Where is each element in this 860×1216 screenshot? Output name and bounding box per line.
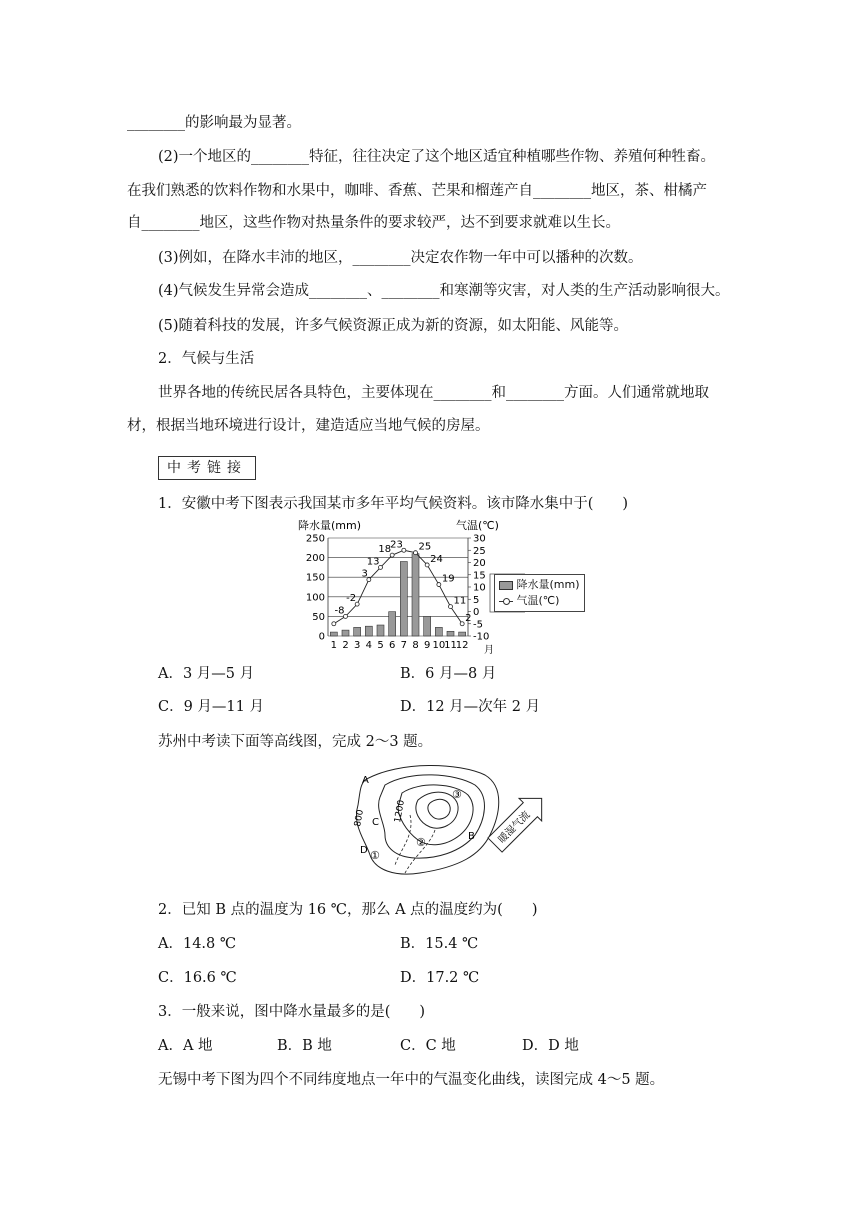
- precip-bar: [424, 616, 431, 636]
- x-tick-label: 7: [400, 640, 408, 651]
- precip-bar: [459, 632, 466, 636]
- option-c: C．16.6 ℃: [158, 970, 237, 986]
- temperature-data-label: 19: [441, 573, 455, 585]
- precip-bar: [447, 631, 454, 636]
- temperature-data-label: 13: [366, 556, 380, 568]
- right-tick-label: 30: [473, 533, 486, 545]
- legend-item-temp: [499, 593, 580, 609]
- option-d: D．17.2 ℃: [400, 970, 480, 986]
- x-axis-unit: 月: [484, 645, 494, 656]
- intro-2-3: 苏州中考读下面等高线图，完成 2～3 题。: [158, 734, 433, 750]
- option-c: C．C 地: [400, 1038, 456, 1054]
- legend-label: 气温(℃): [516, 594, 560, 607]
- label-circled-2: ②: [416, 836, 426, 849]
- x-tick-label: 2: [342, 640, 349, 651]
- label-A: A: [362, 775, 369, 786]
- temperature-point: [425, 563, 429, 567]
- right-axis-title: 气温(℃): [456, 519, 499, 532]
- label-1200: 1200: [393, 799, 407, 824]
- option-b: B．B 地: [277, 1038, 332, 1054]
- option-d: D．D 地: [522, 1038, 579, 1054]
- para-line: (5)随着科技的发展，许多气候资源正成为新的资源，如太阳能、风能等。: [158, 318, 629, 334]
- right-tick-label: 5: [473, 594, 480, 606]
- legend-line-swatch: [499, 601, 513, 602]
- option-c: C．9 月—11 月: [158, 699, 264, 715]
- temperature-line: [334, 550, 462, 624]
- precip-bar: [377, 625, 384, 636]
- x-tick-label: 3: [353, 640, 361, 651]
- right-tick-label: 20: [473, 558, 486, 569]
- temperature-point: [437, 583, 441, 587]
- chart-legend: [494, 574, 585, 612]
- airflow-arrow: [484, 787, 550, 856]
- x-tick-label: 12: [455, 640, 469, 651]
- temperature-point: [449, 605, 453, 609]
- option-b: B．6 月—8 月: [400, 666, 497, 682]
- label-D: D: [360, 845, 368, 856]
- intro-4-5: 无锡中考下图为四个不同纬度地点一年中的气温变化曲线，读图完成 4～5 题。: [158, 1072, 665, 1088]
- question-3: 3．一般来说，图中降水量最多的是( ): [158, 1004, 426, 1020]
- para-line: (2)一个地区的________特征，往往决定了这个地区适宜种植哪些作物、养殖何种牲畜。: [158, 149, 716, 165]
- airflow-label: 暖湿气流: [496, 809, 533, 846]
- temperature-point: [460, 622, 464, 626]
- left-tick-label: 200: [305, 553, 325, 565]
- para-line: 材，根据当地环境进行设计，建造适应当地气候的房屋。: [127, 418, 490, 434]
- option-a: A．3 月—5 月: [158, 666, 255, 682]
- label-800: 800: [353, 808, 366, 828]
- temperature-data-label: -2: [346, 593, 357, 605]
- option-a: A．A 地: [158, 1038, 213, 1054]
- para-line: 在我们熟悉的饮料作物和水果中，咖啡、香蕉、芒果和榴莲产自________地区，茶、柑橘产: [127, 183, 707, 199]
- temperature-data-label: 2: [465, 612, 472, 624]
- temperature-data-label: -8: [334, 605, 345, 617]
- option-d: D．12 月—次年 2 月: [400, 699, 541, 715]
- x-tick-label: 10: [432, 640, 446, 651]
- precip-bar: [435, 627, 442, 636]
- legend-label: 降水量(mm): [516, 578, 580, 591]
- precip-bar: [342, 630, 349, 636]
- precip-bar: [400, 562, 407, 636]
- x-tick-label: 1: [330, 640, 338, 651]
- para-line: 自________地区，这些作物对热量条件的要求较严，达不到要求就难以生长。: [127, 215, 620, 231]
- right-tick-label: -5: [473, 619, 483, 631]
- temperature-data-label: 18: [378, 544, 392, 556]
- right-tick-label: -10: [473, 631, 490, 643]
- temperature-data-label: 3: [361, 568, 368, 580]
- left-tick-label: 150: [305, 572, 325, 584]
- precip-bar: [330, 632, 337, 636]
- label-B: B: [468, 831, 475, 842]
- x-tick-label: 9: [423, 640, 431, 651]
- precip-bar: [354, 627, 361, 636]
- left-tick-label: 100: [305, 592, 325, 604]
- section-heading: 2．气候与生活: [158, 351, 255, 367]
- right-tick-label: 0: [473, 607, 480, 618]
- right-tick-label: 10: [473, 582, 486, 594]
- para-line: (3)例如，在降水丰沛的地区，________决定农作物一年中可以播种的次数。: [158, 250, 643, 266]
- x-tick-label: 5: [377, 640, 384, 651]
- precip-bar: [412, 554, 419, 636]
- left-tick-label: 250: [305, 533, 325, 545]
- legend-item-precip: [499, 577, 580, 593]
- x-tick-label: 11: [444, 640, 457, 651]
- x-tick-label: 8: [412, 640, 419, 651]
- temperature-data-label: 11: [453, 595, 467, 607]
- option-a: A．14.8 ℃: [158, 936, 237, 952]
- right-tick-label: 15: [473, 570, 486, 582]
- question-1: 1．安徽中考下图表示我国某市多年平均气候资料。该市降水集中于( ): [158, 496, 629, 512]
- left-axis-title: 降水量(mm): [298, 519, 362, 532]
- question-2: 2．已知 B 点的温度为 16 ℃，那么 A 点的温度约为( ): [158, 902, 538, 918]
- para-line: (4)气候发生异常会造成________、________和寒潮等灾害，对人类的生产活动影响很大。: [158, 283, 730, 299]
- precip-bar: [389, 612, 396, 636]
- temperature-point: [332, 622, 336, 626]
- temperature-data-label: 23: [390, 539, 403, 551]
- climate-chart: [290, 516, 525, 656]
- left-tick-label: 50: [312, 611, 325, 623]
- para-line: 世界各地的传统民居各具特色，主要体现在________和________方面。人们通常就地取: [158, 385, 709, 401]
- label-C: C: [372, 817, 379, 828]
- contour-inner: [428, 799, 450, 819]
- right-tick-label: 25: [473, 545, 486, 557]
- label-circled-1: ①: [370, 849, 380, 862]
- legend-bar-swatch: [499, 581, 513, 590]
- left-tick-label: 0: [318, 631, 325, 643]
- section-box-label: 中考链接: [158, 456, 256, 480]
- contour-map: [340, 755, 550, 890]
- label-circled-3: ③: [452, 788, 462, 801]
- temperature-point: [414, 551, 418, 555]
- option-b: B．15.4 ℃: [400, 936, 479, 952]
- precip-bar: [365, 626, 372, 636]
- temperature-data-label: 25: [418, 541, 432, 553]
- para-line: ________的影响最为显著。: [127, 115, 301, 131]
- x-tick-label: 4: [365, 640, 373, 651]
- temperature-data-label: 24: [430, 553, 443, 565]
- x-tick-label: 6: [388, 640, 396, 651]
